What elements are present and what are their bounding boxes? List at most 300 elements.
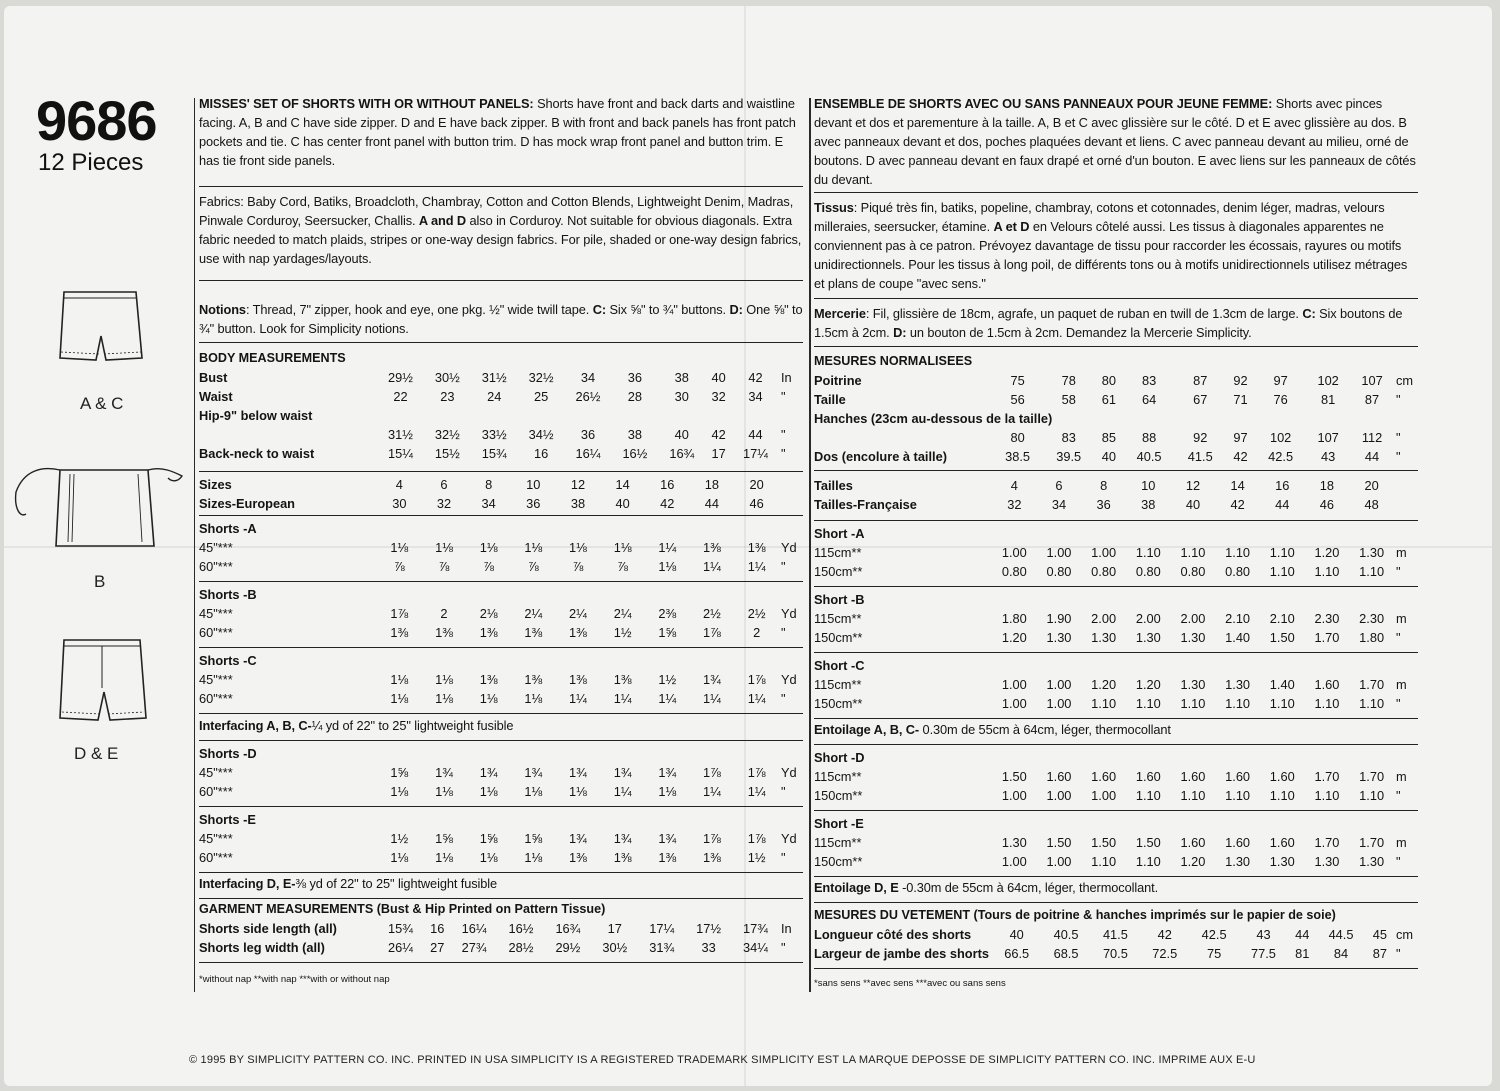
value-cell: 31½: [387, 427, 413, 442]
row-label: Sizes-European: [199, 496, 296, 511]
value-cell: 2⅛: [479, 606, 498, 621]
unit: ": [1396, 696, 1401, 711]
value-cell: 34½: [528, 427, 554, 442]
value-cell: 1.10: [1135, 854, 1161, 869]
unit: m: [1396, 545, 1407, 560]
fabrics-bold: A and D: [418, 213, 467, 228]
garment-measurements: [199, 900, 803, 963]
yardage-table: [199, 585, 803, 642]
garment-table: [814, 925, 1418, 963]
value-cell: 1⅝: [479, 831, 498, 846]
value-cell: 1.60: [1314, 677, 1340, 692]
value-cell: 71: [1233, 392, 1248, 407]
value-cell: 26½: [575, 389, 601, 404]
value-cell: 4: [395, 477, 403, 492]
value-cell: 1⅛: [569, 540, 587, 555]
value-cell: 34: [1051, 497, 1067, 512]
value-cell: 1.00: [1046, 545, 1072, 560]
notions-d: D:: [729, 302, 743, 317]
value-cell: 34: [580, 370, 596, 385]
value-cell: 2¼: [524, 606, 543, 621]
table-row: [814, 476, 1418, 495]
yardage-block: [814, 524, 1418, 587]
row-label: Tailles: [814, 478, 853, 493]
value-cell: 1½: [613, 625, 632, 640]
value-cell: 1¾: [658, 765, 677, 780]
body-measurements: [199, 349, 803, 472]
value-cell: 16: [1275, 478, 1290, 493]
value-cell: 1¼: [703, 691, 721, 706]
value-cell: 1.20: [1001, 630, 1027, 645]
value-cell: 66.5: [1004, 946, 1030, 961]
unit: ": [781, 389, 786, 404]
value-cell: 85: [1101, 430, 1117, 445]
value-cell: 1¾: [613, 765, 632, 780]
row-label: Shorts leg width (all): [199, 940, 325, 955]
value-cell: 1.60: [1225, 835, 1251, 850]
yardage-table: [814, 814, 1418, 871]
value-cell: 1¼: [703, 559, 721, 574]
garment-title: MESURES DU VETEMENT (Tours de poitrine & hanches imprimés sur le papier de soie): [814, 908, 1336, 922]
row-label: Shorts -D: [199, 746, 257, 761]
value-cell: 18: [704, 477, 720, 492]
value-cell: 1.00: [1091, 545, 1117, 560]
value-cell: 1.70: [1359, 677, 1385, 692]
value-cell: 1.00: [1046, 677, 1072, 692]
value-cell: 40: [1101, 449, 1117, 464]
footnote: *sans sens **avec sens ***avec ou sans sens: [814, 978, 1006, 989]
value-cell: 1.50: [1091, 835, 1117, 850]
value-cell: 1.30: [1359, 545, 1385, 560]
row-label: Tailles-Française: [814, 497, 917, 512]
table-row: [814, 944, 1418, 963]
table-row: [814, 675, 1418, 694]
garment-title: GARMENT MEASUREMENTS (Bust & Hip Printed on Pattern Tissue): [199, 902, 606, 916]
notions-text-2: Six boutons de 1.5cm à 2cm.: [814, 306, 1403, 340]
fabrics-text: : Piqué très fin, batiks, popeline, chambray, cotons et cotonnades, denim léger, madras, velours milleraies, seersucker, étamine.: [814, 200, 1385, 234]
row-label: Short -B: [814, 592, 865, 607]
value-cell: 24: [487, 389, 502, 404]
value-cell: 1⅞: [703, 625, 721, 640]
value-cell: 1⅛: [390, 691, 409, 706]
body-title: BODY MEASUREMENTS: [199, 351, 346, 365]
row-label: Poitrine: [814, 373, 862, 388]
value-cell: 1.50: [1046, 835, 1072, 850]
value-cell: 15¾: [387, 921, 413, 936]
table-row: [199, 406, 803, 425]
value-cell: 42: [660, 496, 675, 511]
value-cell: 1.50: [1135, 835, 1161, 850]
value-cell: 44.5: [1328, 927, 1354, 942]
value-cell: 68.5: [1053, 946, 1079, 961]
row-label: Shorts -C: [199, 653, 257, 668]
unit: m: [1396, 835, 1407, 850]
value-cell: 31½: [481, 370, 507, 385]
value-cell: 40: [1009, 927, 1024, 942]
value-cell: 1⅛: [390, 850, 409, 865]
value-cell: 1.50: [1269, 630, 1295, 645]
value-cell: 1.10: [1314, 696, 1340, 711]
value-cell: 33½: [481, 427, 507, 442]
value-cell: 1.10: [1225, 545, 1251, 560]
value-cell: 1⅛: [435, 540, 453, 555]
row-label-empty: [814, 428, 992, 447]
value-cell: 1.20: [1180, 854, 1206, 869]
value-cell: 22: [393, 389, 408, 404]
table-row: [814, 409, 1418, 428]
value-cell: 2⅜: [658, 606, 677, 621]
notions-text-3: un bouton de 1.5cm à 2cm. Demandez la Mercerie Simplicity.: [906, 325, 1252, 340]
value-cell: 8: [485, 477, 493, 492]
value-cell: 46: [1319, 497, 1335, 512]
value-cell: 2¼: [613, 606, 632, 621]
value-cell: 42: [1233, 449, 1248, 464]
fabrics-section: [814, 198, 1418, 299]
value-cell: 36: [526, 496, 541, 511]
yardage-block: [199, 651, 803, 714]
value-cell: 1⅜: [569, 672, 587, 687]
table-row: [199, 387, 803, 406]
table-row: [199, 425, 803, 444]
value-cell: 80: [1101, 373, 1117, 388]
table-row: [199, 475, 803, 494]
value-cell: 1.70: [1314, 835, 1340, 850]
table-row: [199, 444, 803, 463]
row-label: Shorts -B: [199, 587, 257, 602]
table-row: [814, 495, 1418, 514]
table-row: [199, 689, 803, 708]
description-section: [814, 94, 1418, 193]
value-cell: 1⅛: [479, 540, 498, 555]
value-cell: 6: [1055, 478, 1063, 493]
fabrics-bold: A et D: [993, 219, 1030, 234]
shorts-a-c-sketch: [54, 288, 150, 370]
value-cell: 1⅜: [569, 625, 587, 640]
value-cell: 1¾: [435, 765, 453, 780]
value-cell: ⅞: [617, 559, 628, 574]
row-label: 115cm**: [814, 545, 862, 560]
row-label: 45"***: [199, 831, 233, 846]
value-cell: 1¾: [479, 765, 498, 780]
value-cell: 42.5: [1268, 449, 1294, 464]
value-cell: 1¼: [747, 784, 766, 799]
value-cell: 34: [481, 496, 496, 511]
value-cell: 0.80: [1135, 564, 1161, 579]
value-cell: 1.30: [1180, 630, 1206, 645]
value-cell: 1⅛: [479, 850, 498, 865]
yardage-block: [814, 748, 1418, 811]
value-cell: 1.50: [1001, 769, 1027, 784]
value-cell: 29½: [387, 370, 413, 385]
value-cell: 58: [1061, 392, 1076, 407]
value-cell: 75: [1010, 373, 1025, 388]
value-cell: 1¼: [613, 784, 632, 799]
table-row: [814, 428, 1418, 447]
value-cell: 17: [607, 921, 622, 936]
value-cell: 17¼: [743, 446, 768, 461]
row-label: Largeur de jambe des shorts: [814, 946, 989, 961]
row-label: Shorts -E: [199, 812, 256, 827]
unit: Yd: [781, 765, 797, 780]
value-cell: 1⅛: [435, 672, 453, 687]
value-cell: 107: [1361, 373, 1383, 388]
row-label: Taille: [814, 392, 846, 407]
row-label: 60"***: [199, 784, 233, 799]
value-cell: 16: [534, 446, 549, 461]
body-table: [199, 368, 803, 463]
value-cell: 2½: [747, 606, 766, 621]
value-cell: 41.5: [1102, 927, 1128, 942]
notions-text: : Thread, 7" zipper, hook and eye, one pkg. ½" wide twill tape.: [245, 302, 593, 317]
value-cell: 34: [748, 389, 763, 404]
value-cell: 38: [570, 496, 586, 511]
yardage-table: [199, 810, 803, 867]
table-row: [199, 651, 803, 670]
value-cell: 15¾: [481, 446, 507, 461]
value-cell: 16¾: [555, 921, 581, 936]
row-label: 60"***: [199, 691, 233, 706]
value-cell: 1⅞: [703, 831, 721, 846]
yardage-table: [814, 656, 1418, 713]
value-cell: 1.10: [1269, 788, 1295, 803]
value-cell: 16: [660, 477, 675, 492]
fabrics-label: Fabrics: [199, 194, 241, 209]
value-cell: 1⅛: [390, 784, 409, 799]
value-cell: 76: [1273, 392, 1288, 407]
value-cell: 1¾: [524, 765, 543, 780]
table-row: [814, 833, 1418, 852]
value-cell: 67: [1193, 392, 1208, 407]
notions-label: Notions: [199, 302, 246, 317]
value-cell: 1⅞: [703, 765, 721, 780]
value-cell: 30½: [434, 370, 460, 385]
value-cell: 1⅛: [658, 784, 677, 799]
value-cell: ⅞: [393, 559, 405, 574]
value-cell: 1⅝: [524, 831, 543, 846]
value-cell: 32½: [434, 427, 460, 442]
notions-label: Mercerie: [814, 306, 866, 321]
value-cell: 1⅜: [524, 625, 543, 640]
value-cell: 1.30: [1359, 854, 1385, 869]
value-cell: 1¼: [703, 784, 721, 799]
unit: ": [1396, 788, 1401, 803]
value-cell: 1.00: [1091, 788, 1117, 803]
value-cell: 81: [1295, 946, 1310, 961]
interfacing-label: Interfacing A, B, C-: [199, 718, 312, 733]
unit-empty: [779, 494, 803, 513]
value-cell: ⅞: [438, 559, 450, 574]
table-row: [199, 829, 803, 848]
value-cell: 1.30: [1269, 854, 1295, 869]
value-cell: 1¾: [703, 672, 721, 687]
value-cell: 1⅛: [479, 691, 498, 706]
shorts-b-sketch: [12, 462, 190, 554]
table-row: [814, 748, 1418, 767]
value-cell: 112: [1361, 430, 1383, 445]
row-label: Shorts -A: [199, 521, 257, 536]
value-cell: 1.60: [1225, 769, 1251, 784]
notions-section: [814, 304, 1418, 347]
value-cell: 44: [1275, 497, 1290, 512]
row-label: Short -A: [814, 526, 865, 541]
value-cell: 1⅜: [703, 540, 721, 555]
description-title: ENSEMBLE DE SHORTS AVEC OU SANS PANNEAUX POUR JEUNE FEMME:: [814, 96, 1273, 111]
table-row: [199, 763, 803, 782]
description-text: Shorts avec pinces devant et dos et parementure à la taille. A, B et C avec glissière sur le côté. D et E avec glissière au dos. B avec panneaux devant et dos, poches plaquées devant et liens. C avec panneau devant au milieu, orné de boutons. D avec panneau devant en faux drapé et orné d'un bouton. E avec liens sur les panneaux de côtés du devant.: [814, 96, 1416, 187]
value-cell: 15¼: [387, 446, 413, 461]
row-label: 60"***: [199, 559, 233, 574]
value-cell: 38: [674, 370, 689, 385]
notions-c: C:: [1302, 306, 1316, 321]
row-label: 115cm**: [814, 769, 862, 784]
fabrics-text: : Baby Cord, Batiks, Broadcloth, Chambray, Cotton and Cotton Blends, Lightweight Denim, Madras, Pinwale Corduroy, Seersucker, Challis.: [199, 194, 794, 228]
unit: Yd: [781, 606, 797, 621]
yardage-block: [814, 590, 1418, 653]
value-cell: 1.60: [1091, 769, 1117, 784]
notions-section: [199, 300, 803, 343]
row-label-empty: [199, 425, 377, 444]
value-cell: 1.10: [1225, 788, 1251, 803]
unit-empty: [1394, 476, 1418, 495]
yardage-block: [199, 744, 803, 807]
unit: ": [1396, 630, 1401, 645]
sizes-section: [199, 475, 803, 516]
unit-empty: [779, 475, 803, 494]
value-cell: 40: [1185, 497, 1201, 512]
value-cell: 42: [1230, 497, 1245, 512]
table-row: [814, 390, 1418, 409]
garment-table: [199, 919, 803, 957]
yardage-table: [199, 519, 803, 576]
unit: ": [781, 446, 786, 461]
value-cell: 1⅞: [747, 672, 766, 687]
row-label: Short -E: [814, 816, 864, 831]
row-label: Waist: [199, 389, 233, 404]
row-label: 60"***: [199, 625, 233, 640]
table-row: [199, 604, 803, 623]
interfacing-label: Interfacing D, E-: [199, 876, 296, 891]
interfacing-abc: [814, 720, 1418, 745]
unit: m: [1396, 611, 1407, 626]
yardage-table: [199, 744, 803, 801]
value-cell: 1¼: [569, 691, 587, 706]
value-cell: 39.5: [1056, 449, 1082, 464]
value-cell: 1⅜: [524, 672, 543, 687]
row-label: Longueur côté des shorts: [814, 927, 972, 942]
value-cell: 87: [1364, 392, 1380, 407]
value-cell: ⅞: [483, 559, 494, 574]
value-cell: 38: [627, 427, 643, 442]
row-label: 150cm**: [814, 630, 863, 645]
pattern-envelope-back: [4, 6, 1492, 1086]
value-cell: 1.10: [1225, 696, 1251, 711]
value-cell: 1.10: [1359, 696, 1385, 711]
value-cell: 42.5: [1201, 927, 1227, 942]
value-cell: 61: [1101, 392, 1117, 407]
pattern-number: 9686: [36, 89, 157, 152]
table-row: [814, 543, 1418, 562]
table-row: [199, 744, 803, 763]
row-label: 115cm**: [814, 611, 862, 626]
value-cell: 70.5: [1102, 946, 1128, 961]
value-cell: 77.5: [1251, 946, 1276, 961]
value-cell: 1.10: [1135, 788, 1161, 803]
row-label: 115cm**: [814, 835, 862, 850]
sizes-section: [814, 476, 1418, 521]
value-cell: 8: [1100, 478, 1108, 493]
value-cell: 1.00: [1001, 788, 1027, 803]
value-cell: 44: [704, 496, 720, 511]
value-cell: 20: [1364, 478, 1379, 493]
value-cell: 32: [436, 496, 452, 511]
value-cell: 2½: [703, 606, 721, 621]
unit: ": [781, 850, 786, 865]
value-cell: 28½: [508, 940, 534, 955]
yardage-table: [199, 651, 803, 708]
yardage-block: [814, 814, 1418, 877]
unit: ": [781, 559, 786, 574]
value-cell: 1⅛: [524, 691, 543, 706]
row-label: Shorts side length (all): [199, 921, 337, 936]
value-cell: 80: [1010, 430, 1025, 445]
value-cell: 78: [1061, 373, 1076, 388]
value-cell: 1.60: [1180, 769, 1206, 784]
unit: ": [781, 625, 786, 640]
description-title: MISSES' SET OF SHORTS WITH OR WITHOUT PANELS:: [199, 96, 534, 111]
value-cell: 1¼: [658, 540, 677, 555]
value-cell: 1.10: [1314, 788, 1340, 803]
interfacing-text: ⅜ yd of 22" to 25" lightweight fusible: [295, 876, 498, 891]
value-cell: 2.10: [1225, 611, 1251, 626]
value-cell: 1⅜: [479, 672, 498, 687]
value-cell: 15½: [434, 446, 460, 461]
value-cell: 48: [1364, 497, 1379, 512]
value-cell: 40: [711, 370, 726, 385]
value-cell: 34¼: [743, 940, 768, 955]
value-cell: 16¼: [461, 921, 487, 936]
table-row: [199, 538, 803, 557]
value-cell: 1⅛: [435, 850, 453, 865]
value-cell: 36: [1096, 497, 1111, 512]
value-cell: 17: [711, 446, 726, 461]
value-cell: 1.30: [1225, 677, 1251, 692]
garment-measurements: [814, 906, 1418, 969]
value-cell: 32½: [528, 370, 554, 385]
value-cell: 1⅞: [747, 765, 766, 780]
value-cell: 102: [1269, 430, 1292, 445]
table-row: [814, 590, 1418, 609]
row-label: 150cm**: [814, 788, 863, 803]
view-label-a-c: A & C: [80, 394, 124, 413]
value-cell: 2.00: [1135, 611, 1161, 626]
sizes-table: [199, 475, 803, 513]
value-cell: 2¼: [569, 606, 587, 621]
value-cell: 2.10: [1269, 611, 1295, 626]
value-cell: 1.40: [1269, 677, 1295, 692]
value-cell: 17¾: [743, 921, 768, 936]
unit: Yd: [781, 540, 797, 555]
value-cell: 97: [1233, 430, 1248, 445]
column-divider: [809, 98, 811, 992]
value-cell: 75: [1207, 946, 1222, 961]
value-cell: 27¾: [461, 940, 487, 955]
value-cell: 1¾: [569, 831, 587, 846]
table-row: [814, 656, 1418, 675]
value-cell: 1⅝: [658, 625, 677, 640]
value-cell: 84: [1333, 946, 1349, 961]
value-cell: 1⅛: [390, 540, 409, 555]
value-cell: 1.90: [1046, 611, 1072, 626]
